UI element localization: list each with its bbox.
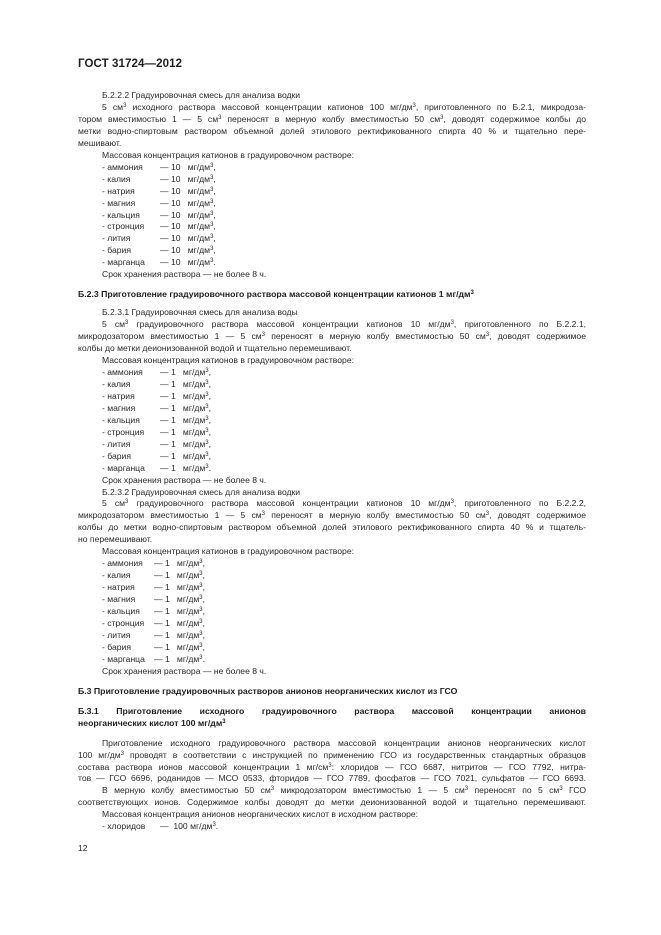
ion-value: — 1 $мг/дм^3$.	[160, 462, 212, 473]
list-item	[78, 367, 586, 379]
ion-name: - кальция	[102, 209, 140, 220]
list-item	[78, 415, 586, 427]
paragraph-line: 5 $см^3$ исходного раствора массовой концентрации катионов 100 $мг/дм^3$, приготовленного по Б.2.1, микродоза-	[102, 101, 586, 112]
ion-name: - лития	[102, 233, 131, 244]
list-item	[78, 618, 586, 630]
list-item	[78, 379, 586, 391]
list-item	[78, 642, 586, 654]
ion-name: - аммония	[102, 161, 143, 172]
list-intro: Массовая концентрация катионов в градуировочном растворе:	[102, 149, 354, 160]
ion-name: - марганца	[102, 462, 145, 473]
paragraph-line: микродозатором вместимостью 1 — 5 $см^3$ переносят в мерную колбу вместимостью 50 $см^3$, доводят содержимое	[78, 510, 586, 521]
cation-list-1-water	[78, 367, 586, 475]
list-item	[78, 451, 586, 463]
ion-value: — 1 $мг/дм^3$,	[160, 438, 212, 449]
list-item	[78, 403, 586, 415]
list-item	[78, 654, 586, 666]
paragraph-line: мешивают.	[78, 137, 122, 148]
ion-value: — 10 $мг/дм^3$,	[160, 209, 216, 220]
list-item	[78, 210, 586, 222]
ion-name: - натрия	[102, 390, 135, 401]
ion-value: — 1 $мг/дм^3$,	[154, 617, 206, 628]
ion-name: - кальция	[102, 606, 140, 617]
ion-value: — 1 $мг/дм^3$,	[154, 641, 206, 652]
ion-name: - бария	[102, 450, 131, 461]
cation-list-1-vodka	[78, 558, 586, 666]
ion-name: - натрия	[102, 185, 135, 196]
list-intro: Массовая концентрация катионов в градуировочном растворе:	[102, 355, 354, 366]
ion-value: — 1 $мг/дм^3$,	[160, 366, 212, 377]
ion-name: - стронция	[102, 617, 145, 628]
ion-value: — 1 $мг/дм^3$,	[160, 426, 212, 437]
ion-name: - марганца	[102, 257, 145, 268]
anion-list	[78, 821, 586, 833]
paragraph-line: 5 $см^3$ градуировочного раствора массовой концентрации катионов 10 $мг/дм^3$, приготовленного по Б.2.2.1,	[102, 319, 586, 330]
list-intro: Массовая концентрация анионов неорганических кислот в исходном растворе:	[102, 809, 419, 820]
ion-value: — 10 $мг/дм^3$,	[160, 197, 216, 208]
ion-name: - стронция	[102, 221, 145, 232]
ion-name: - натрия	[102, 582, 135, 593]
list-item	[78, 186, 586, 198]
ion-name: - кальция	[102, 414, 140, 425]
paragraph-line: 5 $см^3$ градуировочного раствора массовой концентрации катионов 10 $мг/дм^3$, приготовленного по Б.2.2.2,	[102, 498, 586, 509]
ion-name: - аммония	[102, 558, 143, 569]
ion-value: — 10 $мг/дм^3$,	[160, 185, 216, 196]
ion-name: - магния	[102, 594, 136, 605]
list-item	[78, 245, 586, 257]
ion-value: — 10 $мг/дм^3$.	[160, 257, 216, 268]
subsection-title-b2-3-2: Б.2.3.2 Градуировочная смесь для анализа водки	[102, 486, 301, 497]
list-item	[78, 391, 586, 403]
subsection-title-b2-2-2: Б.2.2.2 Градуировочная смесь для анализа водки	[102, 90, 301, 100]
ion-value: — 100 $мг/дм^3$.	[160, 821, 219, 832]
list-item	[78, 257, 586, 269]
ion-name: - калия	[102, 173, 131, 184]
ion-name: - калия	[102, 570, 131, 581]
ion-name: - магния	[102, 402, 136, 413]
list-item	[78, 606, 586, 618]
subsection-title-b2-3-1: Б.2.3.1 Градуировочная смесь для анализа воды	[102, 307, 298, 318]
page-number: 12	[78, 843, 88, 853]
list-item	[78, 439, 586, 451]
list-item	[78, 233, 586, 245]
list-item	[78, 198, 586, 210]
list-item	[78, 463, 586, 475]
page-content	[78, 90, 586, 833]
list-item	[78, 558, 586, 570]
paragraph-line: но перемешивают.	[78, 534, 153, 545]
ion-value: — 10 $мг/дм^3$,	[160, 221, 216, 232]
ion-name: - хлоридов	[102, 821, 146, 832]
ion-value: — 1 $мг/дм^3$,	[160, 402, 212, 413]
list-item	[78, 221, 586, 233]
ion-name: - бария	[102, 641, 131, 652]
ion-name: - бария	[102, 245, 131, 256]
section-heading-b3-1-line2: неорганических кислот 100 $мг/дм^3$	[78, 717, 226, 728]
section-heading-b3: Б.3 Приготовление градуировочных растворов анионов неорганических кислот из ГСО	[78, 685, 458, 696]
ion-value: — 1 $мг/дм^3$,	[160, 390, 212, 401]
paragraph-line: микродозатором вместимостью 1 — 5 $см^3$ переносят в мерную колбу вместимостью 50 $см^3$, доводят содержимое	[78, 331, 586, 342]
list-item	[78, 162, 586, 174]
list-item	[78, 630, 586, 642]
ion-name: - стронция	[102, 426, 145, 437]
ion-name: - лития	[102, 438, 131, 449]
ion-value: — 1 $мг/дм^3$,	[154, 558, 206, 569]
paragraph-line: 100 $мг/дм^3$ проводят в соответствии с инструкцией по применению ГСО из государственных стандартных образцов	[78, 749, 586, 760]
ion-value: — 1 $мг/дм^3$.	[154, 653, 206, 664]
storage-note: Срок хранения раствора — не более 8 ч.	[102, 269, 267, 280]
paragraph-line: колбы до метки деионизованной водой и тщательно перемешивают.	[78, 343, 352, 354]
paragraph-line: В мерную колбу вместимостью 50 $см^3$ микродозатором вместимостью 1 — 5 $см^3$ переносят по 5 $см^3$ ГСО	[102, 785, 587, 796]
ion-value: — 10 $мг/дм^3$,	[160, 245, 216, 256]
ion-name: - калия	[102, 378, 131, 389]
storage-note: Срок хранения раствора — не более 8 ч.	[102, 474, 267, 485]
standard-header: ГОСТ 31724—2012	[78, 58, 183, 70]
ion-value: — 10 $мг/дм^3$,	[160, 233, 216, 244]
list-item	[78, 427, 586, 439]
paragraph-line: тов — ГСО 6696, роданидов — МСО 0533, фторидов — ГСО 7789, фосфатов — ГСО 7021, сульфатов — ГСО 6693.	[78, 773, 586, 784]
ion-name: - лития	[102, 629, 131, 640]
section-heading-b2-3: Б.2.3 Приготовление градуировочного раствора массовой концентрации катионов 1 $мг/дм^3$	[78, 289, 474, 300]
paragraph-line: метки водно-спиртовым раствором объемной долей этилового ректификованного спирта 40 % и тщательно пере-	[78, 125, 586, 136]
list-item	[78, 570, 586, 582]
paragraph-line: соответствующих ионов. Содержимое колбы доводят до метки деионизованной водой и тщательно перемешивают.	[78, 797, 586, 808]
ion-value: — 1 $мг/дм^3$,	[154, 570, 206, 581]
ion-value: — 1 $мг/дм^3$,	[154, 606, 206, 617]
paragraph-line: Приготовление исходного градуировочного раствора массовой концентрации анионов неорганических кислот	[102, 737, 586, 748]
section-heading-b3-1-line1: Б.3.1 Приготовление исходного градуировочного раствора массовой концентрации анионов	[78, 705, 586, 716]
list-item	[78, 174, 586, 186]
ion-name: - магния	[102, 197, 136, 208]
ion-value: — 1 $мг/дм^3$,	[160, 378, 212, 389]
paragraph-line: состава раствора ионов массовой концентрации 1 $мг/см^3$: хлоридов — ГСО 6687, нитритов — ГСО 7792, нитра-	[78, 761, 586, 772]
cation-list-10	[78, 162, 586, 270]
ion-value: — 1 $мг/дм^3$,	[160, 414, 212, 425]
ion-value: — 1 $мг/дм^3$,	[160, 450, 212, 461]
list-intro: Массовая концентрация катионов в градуировочном растворе:	[102, 546, 354, 557]
storage-note: Срок хранения раствора — не более 8 ч.	[102, 665, 267, 676]
ion-name: - марганца	[102, 653, 145, 664]
list-item	[78, 821, 586, 833]
paragraph-line: колбы до метки водно-спиртовым раствором объемной долей этилового ректификованного спирта 40 % и тщатель-	[78, 522, 586, 533]
ion-value: — 1 $мг/дм^3$,	[154, 582, 206, 593]
ion-value: — 10 $мг/дм^3$,	[160, 173, 216, 184]
ion-value: — 1 $мг/дм^3$,	[154, 594, 206, 605]
ion-name: - аммония	[102, 366, 143, 377]
list-item	[78, 594, 586, 606]
ion-value: — 10 $мг/дм^3$,	[160, 161, 216, 172]
list-item	[78, 582, 586, 594]
paragraph-line: тором вместимостью 1 — 5 $см^3$ переносят в мерную колбу вместимостью 50 $см^3$, доводят содержимое колбы до	[78, 113, 586, 124]
ion-value: — 1 $мг/дм^3$,	[154, 629, 206, 640]
